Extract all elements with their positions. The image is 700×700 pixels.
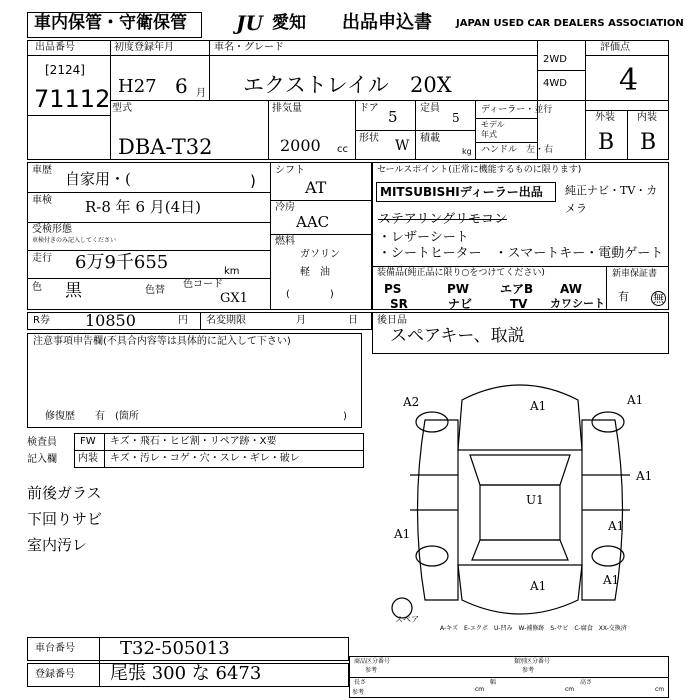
- form-title: 出品申込書: [342, 12, 432, 33]
- point-3: ・シートヒーター ・スマートキー・電動ゲート: [378, 246, 664, 261]
- equip-seat: カワシート: [550, 297, 605, 310]
- shape-label: 形状: [359, 133, 379, 144]
- inspection-label: 車検: [32, 195, 52, 206]
- handle-label: ハンドル 左・右: [481, 145, 554, 155]
- doors: 5: [388, 108, 398, 126]
- color: 黒: [65, 281, 82, 301]
- repair-close: ): [343, 411, 347, 422]
- color-code-label: 色コード: [183, 279, 223, 290]
- load-unit: kg: [462, 147, 472, 156]
- shape: W: [395, 138, 410, 154]
- after-label: 後日品: [377, 315, 407, 326]
- trunk-outline: [458, 565, 582, 614]
- interior-label: 内装: [637, 112, 657, 123]
- interior-grade: B: [640, 130, 657, 155]
- mileage-label: 走行: [32, 253, 52, 264]
- rear-left-tire: [416, 546, 448, 566]
- mileage-unit: km: [224, 266, 240, 277]
- model-name: エクストレイル: [243, 73, 389, 97]
- storage-label: 車内保管・守衛保管: [34, 13, 187, 33]
- front-right-tire: [592, 412, 624, 432]
- fw-label: FW: [80, 436, 96, 447]
- damage-a2: A2: [403, 395, 420, 409]
- roof-outline: [480, 485, 560, 540]
- name-change-day: 日: [348, 315, 358, 326]
- equip-airbag: エアB: [500, 282, 534, 296]
- inspector-label: 検査員: [27, 437, 57, 448]
- capacity: 5: [452, 111, 460, 125]
- damage-a1-right-rear: A1: [608, 519, 625, 533]
- equip-tv: TV: [510, 297, 528, 311]
- lot-code: [2124]: [45, 63, 85, 77]
- fuel-gas: ガソリン: [300, 249, 340, 260]
- ac: AAC: [296, 213, 330, 231]
- equip-navi: ナビ: [448, 297, 473, 311]
- fw-items: キズ・飛石・ヒビ割・リペア跡・X要: [110, 436, 277, 447]
- recycle-unit: 円: [178, 315, 188, 326]
- plate-number: 尾張 300 な 6473: [110, 663, 262, 684]
- damage-u1-roof: U1: [526, 493, 544, 507]
- chassis-label: 車台番号: [35, 643, 75, 654]
- color-code: GX1: [220, 291, 248, 306]
- type-code: DBA-T32: [118, 135, 213, 159]
- model-year-label: モデル: [481, 120, 505, 129]
- load-label: 積載: [420, 133, 440, 144]
- plate-label: 登録番号: [35, 669, 75, 680]
- height-label: 高さ: [580, 679, 593, 686]
- damage-a1-rear: A1: [530, 579, 547, 593]
- interior-items-label: 内装: [78, 453, 98, 464]
- length-unit: cm: [475, 686, 485, 693]
- displacement-label: 排気量: [272, 103, 302, 114]
- use-value: 自家用・(: [65, 170, 131, 188]
- repair-history: 修復歴 有 (箇所: [45, 411, 139, 422]
- type-label: 型式: [112, 103, 132, 114]
- front-left-tire: [416, 412, 448, 432]
- displacement: 2000: [280, 136, 321, 155]
- notes-label: 注意事項申告欄(不具合内容等は具体的に記入して下さい): [33, 336, 291, 347]
- first-reg-era: H27: [118, 76, 157, 97]
- recv-label: 受検形態: [32, 224, 72, 235]
- damage-a1-left: A1: [394, 527, 411, 541]
- mileage: 6万9千655: [75, 252, 169, 273]
- windshield-outline: [470, 455, 570, 485]
- recycle-label: R券: [33, 315, 50, 326]
- note-hand-3: 室内汚レ: [27, 536, 88, 554]
- height-unit: cm: [655, 686, 665, 693]
- use-close: ): [250, 172, 256, 190]
- ju-logo: JU: [236, 11, 263, 35]
- fuel-paren: ( ): [286, 289, 334, 300]
- score-label: 評価点: [600, 42, 630, 53]
- exterior-grade: B: [598, 130, 615, 155]
- equip-label: 装備品(純正品に限り○をつけてください): [377, 268, 545, 278]
- equip-ps: PS: [384, 282, 402, 296]
- chassis-number: T32-505013: [120, 638, 230, 659]
- association-name: JAPAN USED CAR DEALERS ASSOCIATION: [456, 18, 684, 29]
- spare-label: スペア: [395, 615, 419, 624]
- entry-label: 記入欄: [27, 454, 57, 465]
- color-swap-label: 色替: [145, 285, 165, 296]
- first-reg-label: 初度登録年月: [114, 42, 174, 53]
- first-reg-unit: 月: [196, 88, 206, 99]
- hood-outline: [458, 385, 582, 450]
- fuel-light: 軽 油: [300, 267, 330, 278]
- name-change-label: 名変期限: [206, 315, 246, 326]
- model-label: 車名・グレード: [214, 42, 284, 53]
- dealer-badge: MITSUBISHIディーラー出品: [380, 185, 543, 199]
- damage-a1-front-right: A1: [627, 393, 644, 407]
- point-2: ・レザーシート: [378, 230, 469, 245]
- sales-point-label: セールスポイント(正常に機能するものに限ります): [377, 165, 582, 175]
- color-label: 色: [32, 282, 42, 293]
- length-label: 長さ: [354, 679, 367, 686]
- point-1: ステアリングリモコン: [378, 212, 507, 227]
- recycle-amount: 10850: [85, 311, 136, 330]
- equip-aw: AW: [560, 282, 582, 296]
- equip-pw: PW: [447, 282, 470, 296]
- inspection-value: R-8 年 6 月(4日): [85, 198, 202, 216]
- note-hand-1: 前後ガラス: [27, 484, 102, 502]
- exterior-label: 外装: [595, 112, 615, 123]
- rear-window-outline: [472, 540, 568, 560]
- grade: 20X: [410, 73, 452, 97]
- ac-label: 冷房: [275, 202, 295, 213]
- new-warranty-label: 新車保証書: [612, 269, 658, 279]
- model-year-label2: 年式: [481, 130, 497, 139]
- warranty-no: 無: [653, 292, 664, 305]
- drive-2wd: 2WD: [543, 54, 567, 65]
- shift-label: シフト: [275, 165, 305, 176]
- doors-label: ドア: [359, 103, 379, 114]
- fuel-label: 燃料: [275, 236, 295, 247]
- rear-right-tire: [592, 546, 624, 566]
- shift: AT: [305, 178, 327, 197]
- capacity-label: 定員: [420, 103, 440, 114]
- interior-items: キズ・汚レ・コゲ・穴・スレ・ギレ・破レ: [110, 453, 300, 464]
- width-unit: cm: [565, 686, 575, 693]
- after-value: スペアキー、取説: [390, 326, 525, 346]
- dealer-label: ディーラー・並行: [481, 105, 553, 115]
- dealer-code-ref: 参考: [365, 667, 378, 674]
- dealer-code-label: 商品区分番号: [354, 658, 391, 665]
- org-name: 愛知: [272, 13, 306, 33]
- width-label: 幅: [490, 679, 497, 686]
- length-ref: 参考: [352, 689, 365, 696]
- note-hand-2: 下回りサビ: [27, 510, 103, 528]
- drive-4wd: 4WD: [543, 78, 567, 89]
- displacement-unit: cc: [337, 144, 348, 155]
- lot-number: 71112: [34, 85, 111, 113]
- class-ref: 参考: [522, 667, 535, 674]
- warranty-yes: 有: [618, 290, 629, 303]
- nav-note: 純正ナビ・TV・カメラ: [565, 184, 658, 215]
- class-label: 類別区分番号: [514, 658, 551, 665]
- lot-number-label: 出品番号: [35, 42, 75, 53]
- damage-a1-right-bottom: A1: [603, 573, 620, 587]
- recv-note: 車検付きのみ記入してください: [32, 237, 117, 244]
- use-label: 車歴: [32, 165, 52, 176]
- damage-legend: A-キズ E-エクボ U-凹み W-補修跡 S-サビ C-腐食 XX-交換済: [440, 625, 627, 632]
- first-reg-month: 6: [175, 74, 188, 98]
- score: 4: [619, 63, 639, 98]
- damage-a1-door: A1: [636, 469, 653, 483]
- damage-a1-hood: A1: [530, 399, 547, 413]
- name-change-month: 月: [296, 315, 306, 326]
- equip-sr: SR: [390, 297, 408, 311]
